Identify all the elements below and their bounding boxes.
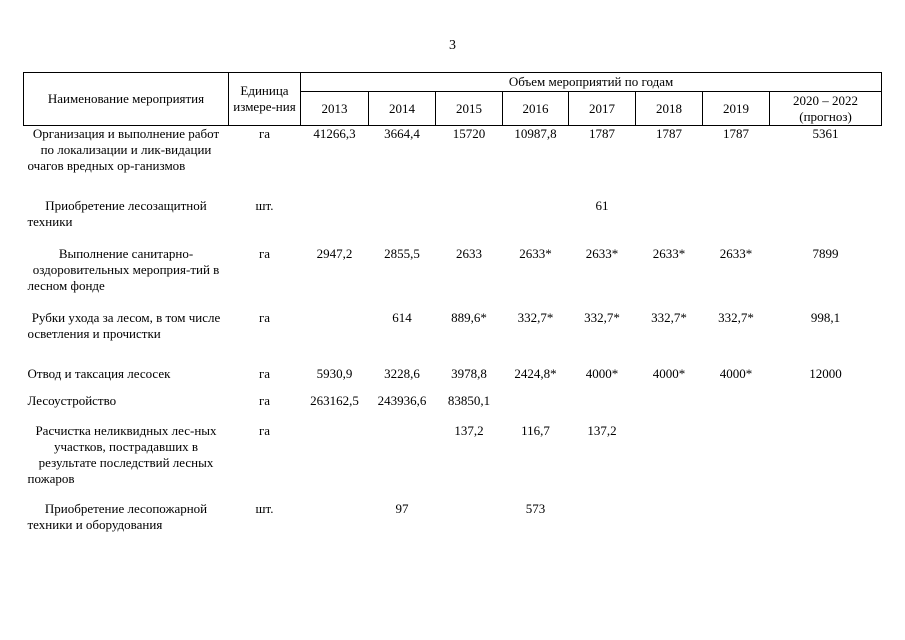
value-cell: 332,7* — [517, 310, 554, 325]
value-cell — [301, 423, 369, 501]
value-cell: 243936,6 — [377, 393, 427, 408]
header-volume-title: Объем мероприятий по годам — [301, 73, 882, 92]
activity-unit: шт. — [255, 198, 274, 213]
value-cell — [301, 198, 369, 246]
value-cell: 3978,8 — [451, 366, 487, 381]
activity-name: Расчистка неликвидных лес-ных участков, пострадавших в результате последствий лесных пожаров — [27, 423, 217, 486]
value-cell: 2633* — [719, 246, 753, 261]
page-number: 3 — [449, 38, 456, 53]
value-cell: 61 — [595, 198, 609, 213]
value-cell — [636, 423, 703, 501]
activity-name: Приобретение лесозащитной техники — [27, 198, 207, 229]
value-cell: 3664,4 — [384, 126, 420, 141]
value-cell: 1787 — [589, 126, 615, 141]
table-row — [24, 246, 882, 310]
header-year: 2018 — [636, 92, 703, 126]
value-cell: 7899 — [812, 246, 839, 261]
table-row — [24, 198, 882, 246]
value-cell — [369, 423, 436, 501]
activity-name: Выполнение санитарно-оздоровительных мероприя-тий в лесном фонде — [27, 246, 220, 293]
activity-unit: га — [258, 393, 271, 408]
header-year: 2013 — [301, 92, 369, 126]
value-cell — [770, 501, 882, 537]
value-cell — [301, 310, 369, 366]
value-cell: 3228,6 — [384, 366, 420, 381]
header-year: 2016 — [503, 92, 569, 126]
activity-unit: га — [258, 126, 271, 141]
value-cell: 97 — [395, 501, 409, 516]
value-cell: 2947,2 — [316, 246, 353, 261]
value-cell: 2424,8* — [514, 366, 557, 381]
activity-unit: шт. — [255, 501, 274, 516]
value-cell — [770, 393, 882, 423]
header-unit-column: Единица измере-ния — [229, 73, 301, 126]
value-cell: 5361 — [812, 126, 839, 141]
value-cell: 137,2 — [454, 423, 484, 438]
table-row — [24, 366, 882, 393]
value-cell — [301, 501, 369, 537]
value-cell: 10987,8 — [514, 126, 557, 141]
table-row — [24, 423, 882, 501]
activity-name: Приобретение лесопожарной техники и оборудования — [27, 501, 208, 532]
value-cell: 998,1 — [810, 310, 841, 325]
value-cell — [703, 198, 770, 246]
value-cell: 2633 — [456, 246, 482, 261]
value-cell — [569, 393, 636, 423]
value-cell — [703, 393, 770, 423]
value-cell — [636, 393, 703, 423]
value-cell: 332,7* — [651, 310, 687, 325]
activities-table — [23, 72, 882, 537]
value-cell: 5930,9 — [316, 366, 353, 381]
value-cell: 137,2 — [587, 423, 617, 438]
value-cell — [770, 198, 882, 246]
value-cell: 4000* — [585, 366, 619, 381]
value-cell: 1787 — [656, 126, 682, 141]
value-cell — [770, 423, 882, 501]
value-cell: 15720 — [452, 126, 486, 141]
value-cell: 116,7 — [521, 423, 550, 438]
table-row — [24, 310, 882, 366]
value-cell — [636, 198, 703, 246]
table-row — [24, 126, 882, 199]
value-cell — [436, 198, 503, 246]
activity-name: Организация и выполнение работ по локализации и лик-видации очагов вредных ор-ганизмов — [27, 126, 220, 173]
header-year: 2019 — [703, 92, 770, 126]
activity-unit: га — [258, 423, 271, 438]
value-cell: 614 — [392, 310, 412, 325]
activity-name: Отвод и таксация лесосек — [27, 366, 171, 381]
value-cell: 83850,1 — [447, 393, 491, 408]
header-year: 2015 — [436, 92, 503, 126]
value-cell: 263162,5 — [310, 393, 359, 408]
activity-unit: га — [258, 366, 271, 381]
header-name-column: Наименование мероприятия — [24, 73, 229, 126]
table-row — [24, 501, 882, 537]
value-cell: 2855,5 — [384, 246, 420, 261]
activity-unit: га — [258, 246, 271, 261]
value-cell — [503, 393, 569, 423]
table-header — [24, 73, 882, 126]
value-cell: 1787 — [723, 126, 749, 141]
value-cell: 4000* — [719, 366, 753, 381]
table-row — [24, 393, 882, 423]
value-cell: 889,6* — [451, 310, 487, 325]
value-cell — [503, 198, 569, 246]
value-cell: 2633* — [652, 246, 686, 261]
value-cell: 332,7* — [584, 310, 620, 325]
value-cell — [703, 501, 770, 537]
value-cell — [569, 501, 636, 537]
value-cell — [703, 423, 770, 501]
value-cell: 2633* — [519, 246, 552, 261]
header-year: 2014 — [369, 92, 436, 126]
value-cell: 573 — [525, 501, 546, 516]
value-cell: 2633* — [585, 246, 619, 261]
value-cell — [636, 501, 703, 537]
value-cell: 41266,3 — [313, 126, 356, 141]
value-cell: 12000 — [809, 366, 842, 381]
activity-name: Лесоустройство — [27, 393, 117, 408]
value-cell — [436, 501, 503, 537]
header-year-forecast: 2020 – 2022 (прогноз) — [770, 92, 882, 126]
activity-unit: га — [258, 310, 271, 325]
value-cell: 4000* — [652, 366, 686, 381]
value-cell — [369, 198, 436, 246]
activity-name: Рубки ухода за лесом, в том числе осветления и прочистки — [27, 310, 221, 341]
value-cell: 332,7* — [718, 310, 754, 325]
header-year: 2017 — [569, 92, 636, 126]
